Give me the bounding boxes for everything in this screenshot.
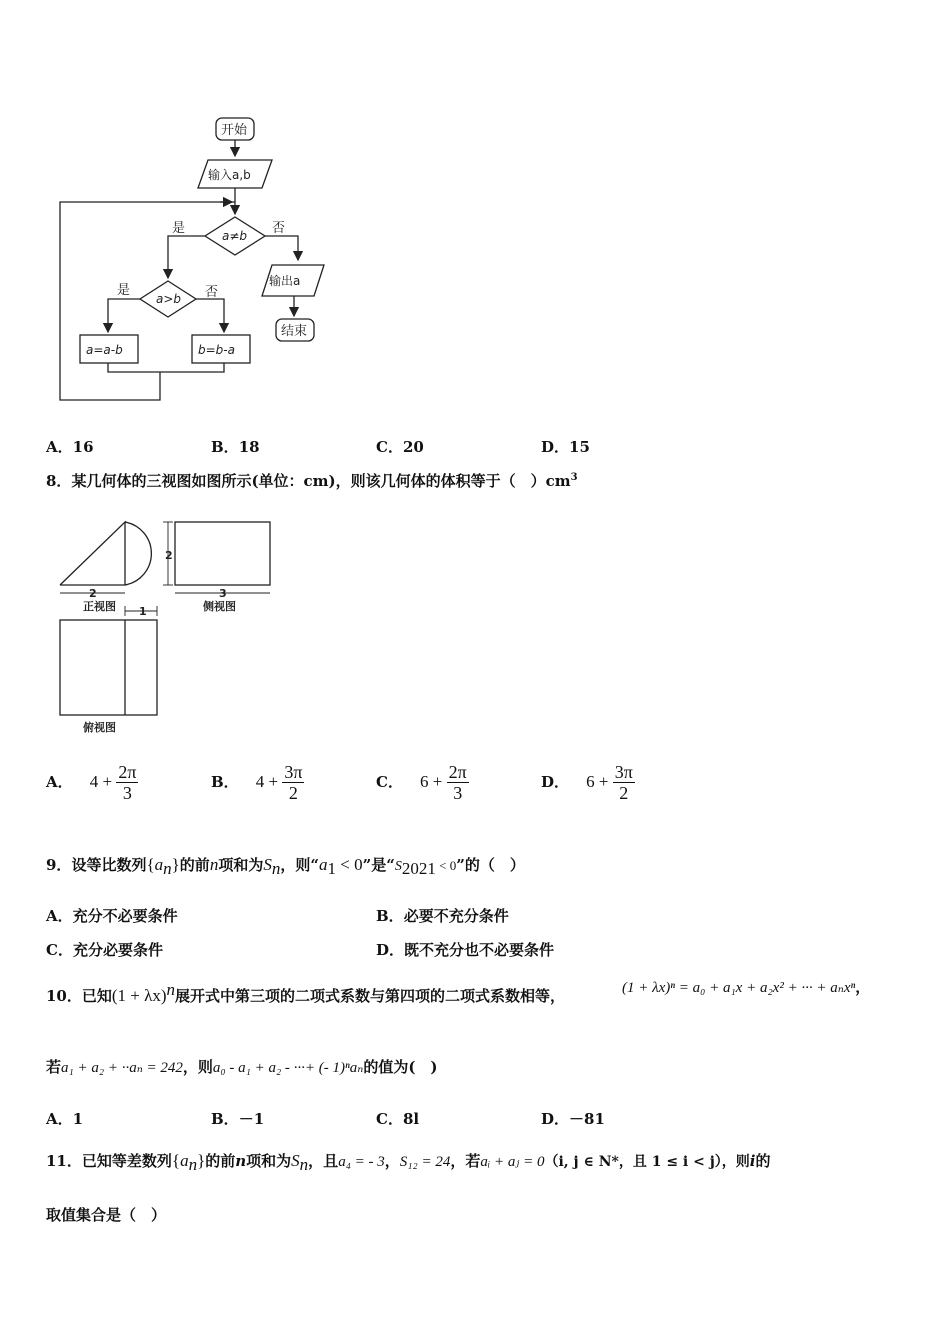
q10-expansion: (1 + λx)ⁿ = a₀ + a₁x + a₂x² + ··· + aₙxⁿ， xyxy=(622,980,871,996)
q7-option-d: D．15 xyxy=(541,438,590,456)
q10-option-b: B．－1 xyxy=(211,1110,265,1128)
q10-option-a: A．1 xyxy=(46,1110,84,1128)
front-view-triangle xyxy=(60,522,125,585)
flow-cond1-text: a≠b xyxy=(222,229,248,243)
q10-option-d: D．－81 xyxy=(541,1110,605,1128)
three-views-figure xyxy=(55,515,285,740)
flow-no1: 否 xyxy=(272,221,286,236)
q9-stem: 9．设等比数列$\{a_n\}$的前n项和为$S_n$，则“$a_1 < 0$”是“$S_{2021} < 0$”的（ ） xyxy=(46,855,525,878)
q7-option-b: B．18 xyxy=(211,438,260,456)
flow-yes2: 是 xyxy=(117,283,131,298)
flow-assign-b-text: b=b-a xyxy=(198,343,235,357)
top-view-label: 俯视图 xyxy=(83,721,116,734)
front-view-label: 正视图 xyxy=(83,600,116,613)
dim-top: 1 xyxy=(139,605,147,618)
q7-option-c: C．20 xyxy=(376,438,424,456)
q10-option-c: C．8l xyxy=(376,1110,420,1128)
flow-start-text: 开始 xyxy=(221,123,248,138)
side-view-rect xyxy=(175,522,270,585)
flow-no2: 否 xyxy=(205,285,219,300)
q10-stem-line1: 10．已知$(1 + \lambda x)^n$展开式中第三项的二项式系数与第四项的二项式系数相等， xyxy=(46,980,566,1005)
flow-end-text: 结束 xyxy=(281,324,308,339)
flow-yes1: 是 xyxy=(172,221,186,236)
q7-option-a: A．16 xyxy=(46,438,94,456)
q11-stem-line1: 11．已知等差数列$\{a_n\}$的前n项和为$S_n$，且a₄ = - 3，S₁₂ = 24，若aᵢ + aⱼ = 0（i, j ∈ N*，且 1 ≤ i < j），则i的 xyxy=(46,1151,771,1174)
flow-output-text: 输出a xyxy=(269,274,301,288)
flowchart xyxy=(50,110,340,410)
q9-option-b: B．必要不充分条件 xyxy=(376,907,509,925)
q8-option-d: D． 6 + $\frac{3\pi}{2}$ xyxy=(541,762,633,803)
q9-option-c: C．充分必要条件 xyxy=(46,941,163,959)
q8-option-c: C． 6 + $\frac{2\pi}{3}$ xyxy=(376,762,467,803)
side-view-label: 侧视图 xyxy=(203,600,236,613)
q8-option-b: B． 4 + $\frac{3\pi}{2}$ xyxy=(211,762,303,803)
q9-option-a: A．充分不必要条件 xyxy=(46,907,178,925)
flow-cond2-text: a>b xyxy=(156,292,182,306)
dim-height: 2 xyxy=(165,549,173,562)
top-view-rect xyxy=(60,620,157,715)
flow-input-text: 输入a,b xyxy=(208,168,251,182)
dim-front-width: 2 xyxy=(89,587,97,600)
q10-stem-line2: 若a₁ + a₂ + ··aₙ = 242，则a₀ - a₁ + a₂ - ···+ (- 1)ⁿaₙ的值为( ) xyxy=(46,1058,438,1076)
front-view-semicircle xyxy=(125,522,151,585)
q9-option-d: D．既不充分也不必要条件 xyxy=(376,941,555,959)
flow-assign-a-text: a=a-b xyxy=(86,343,123,357)
q8-stem: 8．某几何体的三视图如图所示(单位：cm)，则该几何体的体积等于（ ）$cm^3$ xyxy=(46,472,578,490)
q11-stem-line2: 取值集合是（ ） xyxy=(46,1206,167,1224)
q8-option-a: A． 4 + $\frac{2\pi}{3}$ xyxy=(46,762,137,803)
dim-side-width: 3 xyxy=(219,587,227,600)
